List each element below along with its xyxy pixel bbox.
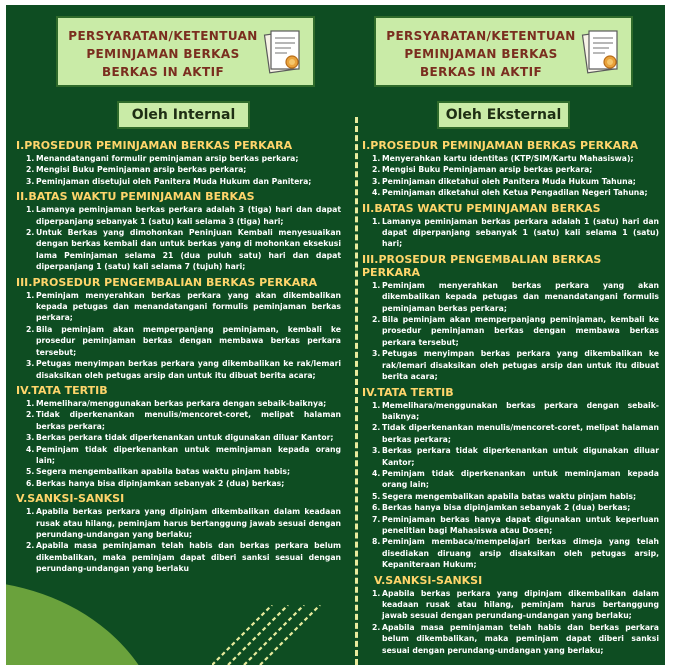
list-item: 4. Peminjaman diketahui oleh Ketua Pengadilan Negeri Tahuna; (372, 188, 648, 198)
list-item: 1. Menyerahkan kartu identitas (KTP/SIM/Kartu Mahasiswa); (372, 154, 634, 163)
list-item: 3. Peminjaman disetujui oleh Panitera Muda Hukum dan Panitera; (26, 176, 312, 186)
right-section-heading: IV.TATA TERTIB (362, 385, 454, 399)
left-section-heading: V.SANKSI-SANKSI (16, 492, 125, 506)
right-section-heading: II.BATAS WAKTU PEMINJAMAN BERKAS (362, 201, 601, 215)
list-item: 2. Bila peminjam akan memperpanjang peminjaman, kembali ke prosedur peminjaman berkas dengan membawa berkas perkara tersebut; (26, 324, 341, 357)
left-section-list (26, 153, 341, 187)
left-section-heading: II.BATAS WAKTU PEMINJAMAN BERKAS (16, 190, 255, 204)
left-section-heading: I.PROSEDUR PEMINJAMAN BERKAS PERKARA (16, 139, 293, 152)
left-title-line-3: BERKAS IN AKTIF (101, 65, 225, 79)
right-section-list (372, 216, 659, 250)
right-title-line-2: PEMINJAMAN BERKAS (404, 47, 558, 61)
left-subtitle: Oleh Internal (117, 101, 250, 129)
decorative-stripes (212, 605, 322, 665)
left-title-line-2: PEMINJAMAN BERKAS (86, 47, 240, 61)
left-section-list (26, 398, 341, 489)
right-section-heading: III.PROSEDUR PENGEMBALIAN BERKAS PERKARA (362, 252, 602, 279)
list-item: 1. Peminjam menyerahkan berkas perkara yang akan dikembalikan kepada petugas dan menandatangani formulis peminjaman berkas perkara; (26, 290, 341, 323)
list-item: 2. Apabila masa peminjaman telah habis dan berkas perkara belum dikembalikan, maka peminjam dapat diberi sanksi sesuai dengan perundang-undangan yang berlaku (26, 541, 341, 574)
left-section-heading: III.PROSEDUR PENGEMBALIAN BERKAS PERKARA (16, 275, 318, 289)
list-item: 1. Peminjam menyerahkan berkas perkara yang akan dikembalikan kepada petugas dan menandatangani formulis peminjaman berkas perkara; (372, 280, 659, 313)
list-item: 5. Segera mengembalikan apabila batas waktu pinjam habis; (26, 467, 291, 477)
list-item: 3. Berkas perkara tidak diperkenankan untuk digunakan diluar Kantor; (26, 433, 334, 443)
left-section-list (26, 290, 341, 381)
list-item: 3. Petugas menyimpan berkas perkara yang dikembalikan ke rak/lemari disaksikan oleh petugas arsip dan untuk itu dibuat berita acara; (372, 349, 659, 382)
column-divider (355, 117, 358, 665)
left-section-list (26, 506, 341, 574)
list-item: 4. Peminjam tidak diperkenankan untuk meminjaman kepada orang lain; (26, 444, 341, 465)
left-title-line-1: PERSYARATAN/KETENTUAN (68, 29, 258, 43)
list-item: 3. Peminjaman diketahui oleh Panitera Muda Hukum Tahuna; (372, 176, 636, 186)
list-item: 1. Apabila berkas perkara yang dipinjam dikembalikan dalam keadaan rusak atau hilang, peminjam harus bertanggung jawab sesuai dengan perundang-undangan yang berlaku; (26, 507, 341, 539)
list-item: 7. Peminjaman berkas hanya dapat digunakan untuk keperluan penelitian bagi Mahasiswa atau Dosen; (372, 514, 659, 535)
list-item: 2. Mengisi Buku Peminjaman arsip berkas perkara; (26, 165, 247, 175)
list-item: 2. Apabila masa peminjaman telah habis dan berkas perkara belum dikembalikan, maka peminjam dapat diberi sanksi sesuai dengan perundang-undangan yang berlaku; (372, 622, 659, 655)
list-item: 3. Berkas perkara tidak diperkenankan untuk digunakan diluar Kantor; (372, 446, 659, 467)
document-certificate-icon (263, 27, 303, 77)
right-column (362, 136, 659, 656)
right-title-line-3: BERKAS IN AKTIF (419, 65, 543, 79)
list-item: 2. Tidak diperkenankan menulis/mencoret-coret, melipat halaman berkas perkara; (372, 423, 659, 444)
left-column (16, 136, 341, 575)
left-title-box (56, 16, 315, 87)
right-section-heading: I.PROSEDUR PEMINJAMAN BERKAS PERKARA (362, 139, 639, 152)
right-section-list (372, 588, 659, 656)
list-item: 5. Segera mengembalikan apabila batas waktu pinjam habis; (372, 491, 637, 501)
poster-board (6, 5, 665, 665)
list-item: 6. Berkas hanya bisa dipinjamkan sebanyak 2 (dua) berkas; (372, 503, 631, 513)
list-item: 8. Peminjam membaca/mempelajari berkas dimeja yang telah disediakan diruang arsip disaksikan oleh petugas arsip, Kepaniteraan Hukum; (372, 537, 659, 570)
list-item: 2. Mengisi Buku Peminjaman arsip berkas perkara; (372, 165, 593, 175)
left-section-heading: IV.TATA TERTIB (16, 383, 108, 397)
right-title-box (374, 16, 633, 87)
list-item: 1. Apabila berkas perkara yang dipinjam dikembalikan dalam keadaan rusak atau hilang, peminjam harus bertanggung jawab sesuai dengan perundang-undangan yang berlaku; (372, 588, 659, 621)
right-section-list (372, 153, 659, 199)
list-item: 1. Memelihara/menggunakan berkas perkara dengan sebaik-baiknya; (372, 400, 659, 421)
list-item: 2. Bila peminjam akan memperpanjang peminjaman, kembali ke prosedur peminjaman berkas dengan membawa berkas perkara tersebut; (372, 315, 659, 347)
list-item: 3. Petugas menyimpan berkas perkara yang dikembalikan ke rak/lemari disaksikan oleh petugas arsip dan untuk itu dibuat berita acara; (26, 359, 341, 380)
right-title (376, 27, 586, 81)
list-item: 1. Lamanya peminjaman berkas perkara adalah 3 (tiga) hari dan dapat diperpanjang sebanyak 1 (satu) kali selama 3 (tiga) hari; (26, 205, 341, 226)
decorative-corner-shape (6, 581, 166, 665)
list-item: 1. Lamanya peminjaman berkas perkara adalah 1 (satu) hari dan dapat diperpanjang sebanyak 1 (satu) kali selama 1 (satu) hari; (372, 216, 659, 249)
list-item: 2. Untuk Berkas yang dimohonkan Peninjuan Kembali menyesuaikan dengan berkas kembali dan untuk berkas yang di mohonkan eksekusi lama Peminjaman selama 21 (dua puluh satu) hari dan dapat diperpanjang 1 (satu) kali selama 7 (tujuh) hari; (26, 228, 341, 272)
right-subtitle: Oleh Eksternal (437, 101, 570, 129)
right-section-list (372, 280, 659, 383)
right-title-line-1: PERSYARATAN/KETENTUAN (386, 29, 576, 43)
list-item: 4. Peminjam tidak diperkenankan untuk meminjaman kepada orang lain; (372, 468, 659, 490)
list-item: 1. Menandatangani formulir peminjaman arsip berkas perkara; (26, 154, 299, 163)
left-title (58, 27, 268, 81)
list-item: 2. Tidak diperkenankan menulis/mencoret-coret, melipat halaman berkas perkara; (26, 410, 341, 431)
right-section-heading: V.SANKSI-SANKSI (374, 573, 483, 587)
left-section-list (26, 204, 341, 272)
document-certificate-icon (581, 27, 621, 77)
list-item: 1. Memelihara/menggunakan berkas perkara dengan sebaik-baiknya; (26, 398, 327, 408)
list-item: 6. Berkas hanya bisa dipinjamkan sebanyak 2 (dua) berkas; (26, 478, 285, 488)
right-section-list (372, 400, 659, 571)
